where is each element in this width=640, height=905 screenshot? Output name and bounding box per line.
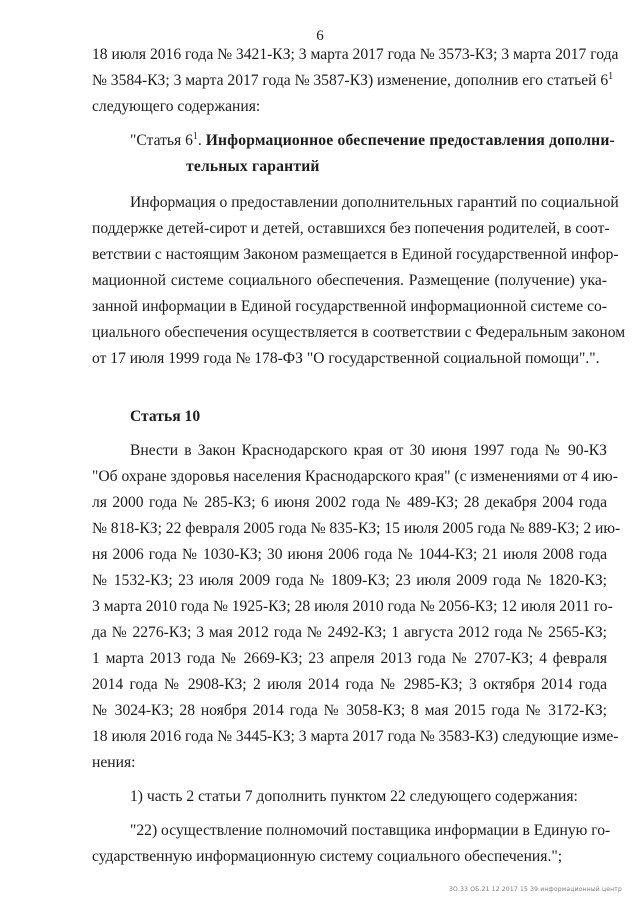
footer-stamp: ЗО.33 ОБ.21 12 2017 15 39 информационный центр — [449, 886, 622, 893]
art10-body-line: № 3024-КЗ; 28 ноября 2014 года № 3058-КЗ; 8 мая 2015 года № 3172-КЗ; — [92, 702, 607, 719]
art10-body-line: 2014 года № 2908-КЗ; 2 июля 2014 года № 2985-КЗ; 3 октября 2014 года — [92, 676, 607, 693]
article-title-line-1: Информационное обеспечение предоставления дополни- — [205, 132, 615, 149]
art6-body-line: Информация о предоставлении дополнительных гарантий по социальной — [130, 194, 619, 211]
art10-body-line: № 1532-КЗ; 23 июля 2009 года № 1809-КЗ; 23 июля 2009 года № 1820-КЗ; — [92, 572, 607, 589]
superscript: 1 — [608, 70, 614, 82]
art6-body-line: поддержке детей-сирот и детей, оставшихся без попечения родителей, в соот- — [92, 220, 610, 237]
document-body — [92, 42, 626, 870]
intro-line: следующего содержания: — [92, 98, 261, 115]
art10-body-line: нения: — [92, 754, 136, 771]
art10-body-line: ля 2000 года № 285-КЗ; 6 июня 2002 года № 489-КЗ; 28 декабря 2004 года — [92, 494, 607, 511]
art10-body-line: Внести в Закон Краснодарского края от 30 июня 1997 года № 90-КЗ — [130, 442, 607, 459]
article-10-heading: Статья 10 — [130, 408, 201, 425]
art10-body-line: "Об охране здоровья населения Краснодарского края" (с изменениями от 4 ию- — [92, 468, 618, 485]
art10-body-line: да № 2276-КЗ; 3 мая 2012 года № 2492-КЗ; 1 августа 2012 года № 2565-КЗ; — [92, 624, 607, 641]
art10-body-line: 1 марта 2013 года № 2669-КЗ; 23 апреля 2013 года № 2707-КЗ; 4 февраля — [92, 650, 607, 667]
art6-body-line: мационной системе социального обеспечения. Размещение (получение) ука- — [92, 272, 607, 289]
art10-body-line: ня 2006 года № 1030-КЗ; 30 июня 2006 года № 1044-КЗ; 21 июля 2008 года — [92, 546, 607, 563]
item-22-line: "22) осуществление полномочий поставщика информации в Единую го- — [130, 822, 611, 839]
art6-body-line: занной информации в Единой государственной информационной системе со- — [92, 298, 607, 315]
art10-body-line: № 818-КЗ; 22 февраля 2005 года № 835-КЗ; 15 июля 2005 года № 889-КЗ; 2 ию- — [92, 520, 621, 537]
item-22-line: сударственную информационную систему социального обеспечения."; — [92, 848, 563, 865]
art10-body-line: 18 июля 2016 года № 3445-КЗ; 3 марта 2017 года № 3583-КЗ) следующие изме- — [92, 728, 619, 745]
article-title-line-2: тельных гарантий — [186, 158, 320, 175]
superscript: 1 — [192, 130, 198, 142]
item-1: 1) часть 2 статьи 7 дополнить пунктом 22 следующего содержания: — [130, 788, 578, 805]
art6-body-line: от 17 июля 1999 года № 178-ФЗ "О государственной социальной помощи".". — [92, 350, 600, 367]
art6-body-line: ветствии с настоящим Законом размещается в Единой государственной инфор- — [92, 246, 619, 263]
art6-body-line: циального обеспечения осуществляется в соответствии с Федеральным законом — [92, 324, 626, 341]
page-number: 6 — [316, 28, 324, 44]
article-6-1-title: "Статья $6^1$. Информационное обеспечение предоставления дополни- — [130, 130, 615, 149]
intro-line: 18 июля 2016 года № 3421-КЗ; 3 марта 2017 года № 3573-КЗ; 3 марта 2017 года — [92, 46, 619, 63]
intro-line: № 3584-КЗ; 3 марта 2017 года № 3587-КЗ) изменение, дополнив его статьей $6^1$ — [92, 70, 614, 89]
art10-body-line: 3 марта 2010 года № 1925-КЗ; 28 июля 2010 года № 2056-КЗ; 12 июля 2011 го- — [92, 598, 613, 615]
article-prefix: "Статья 6 — [130, 132, 193, 149]
